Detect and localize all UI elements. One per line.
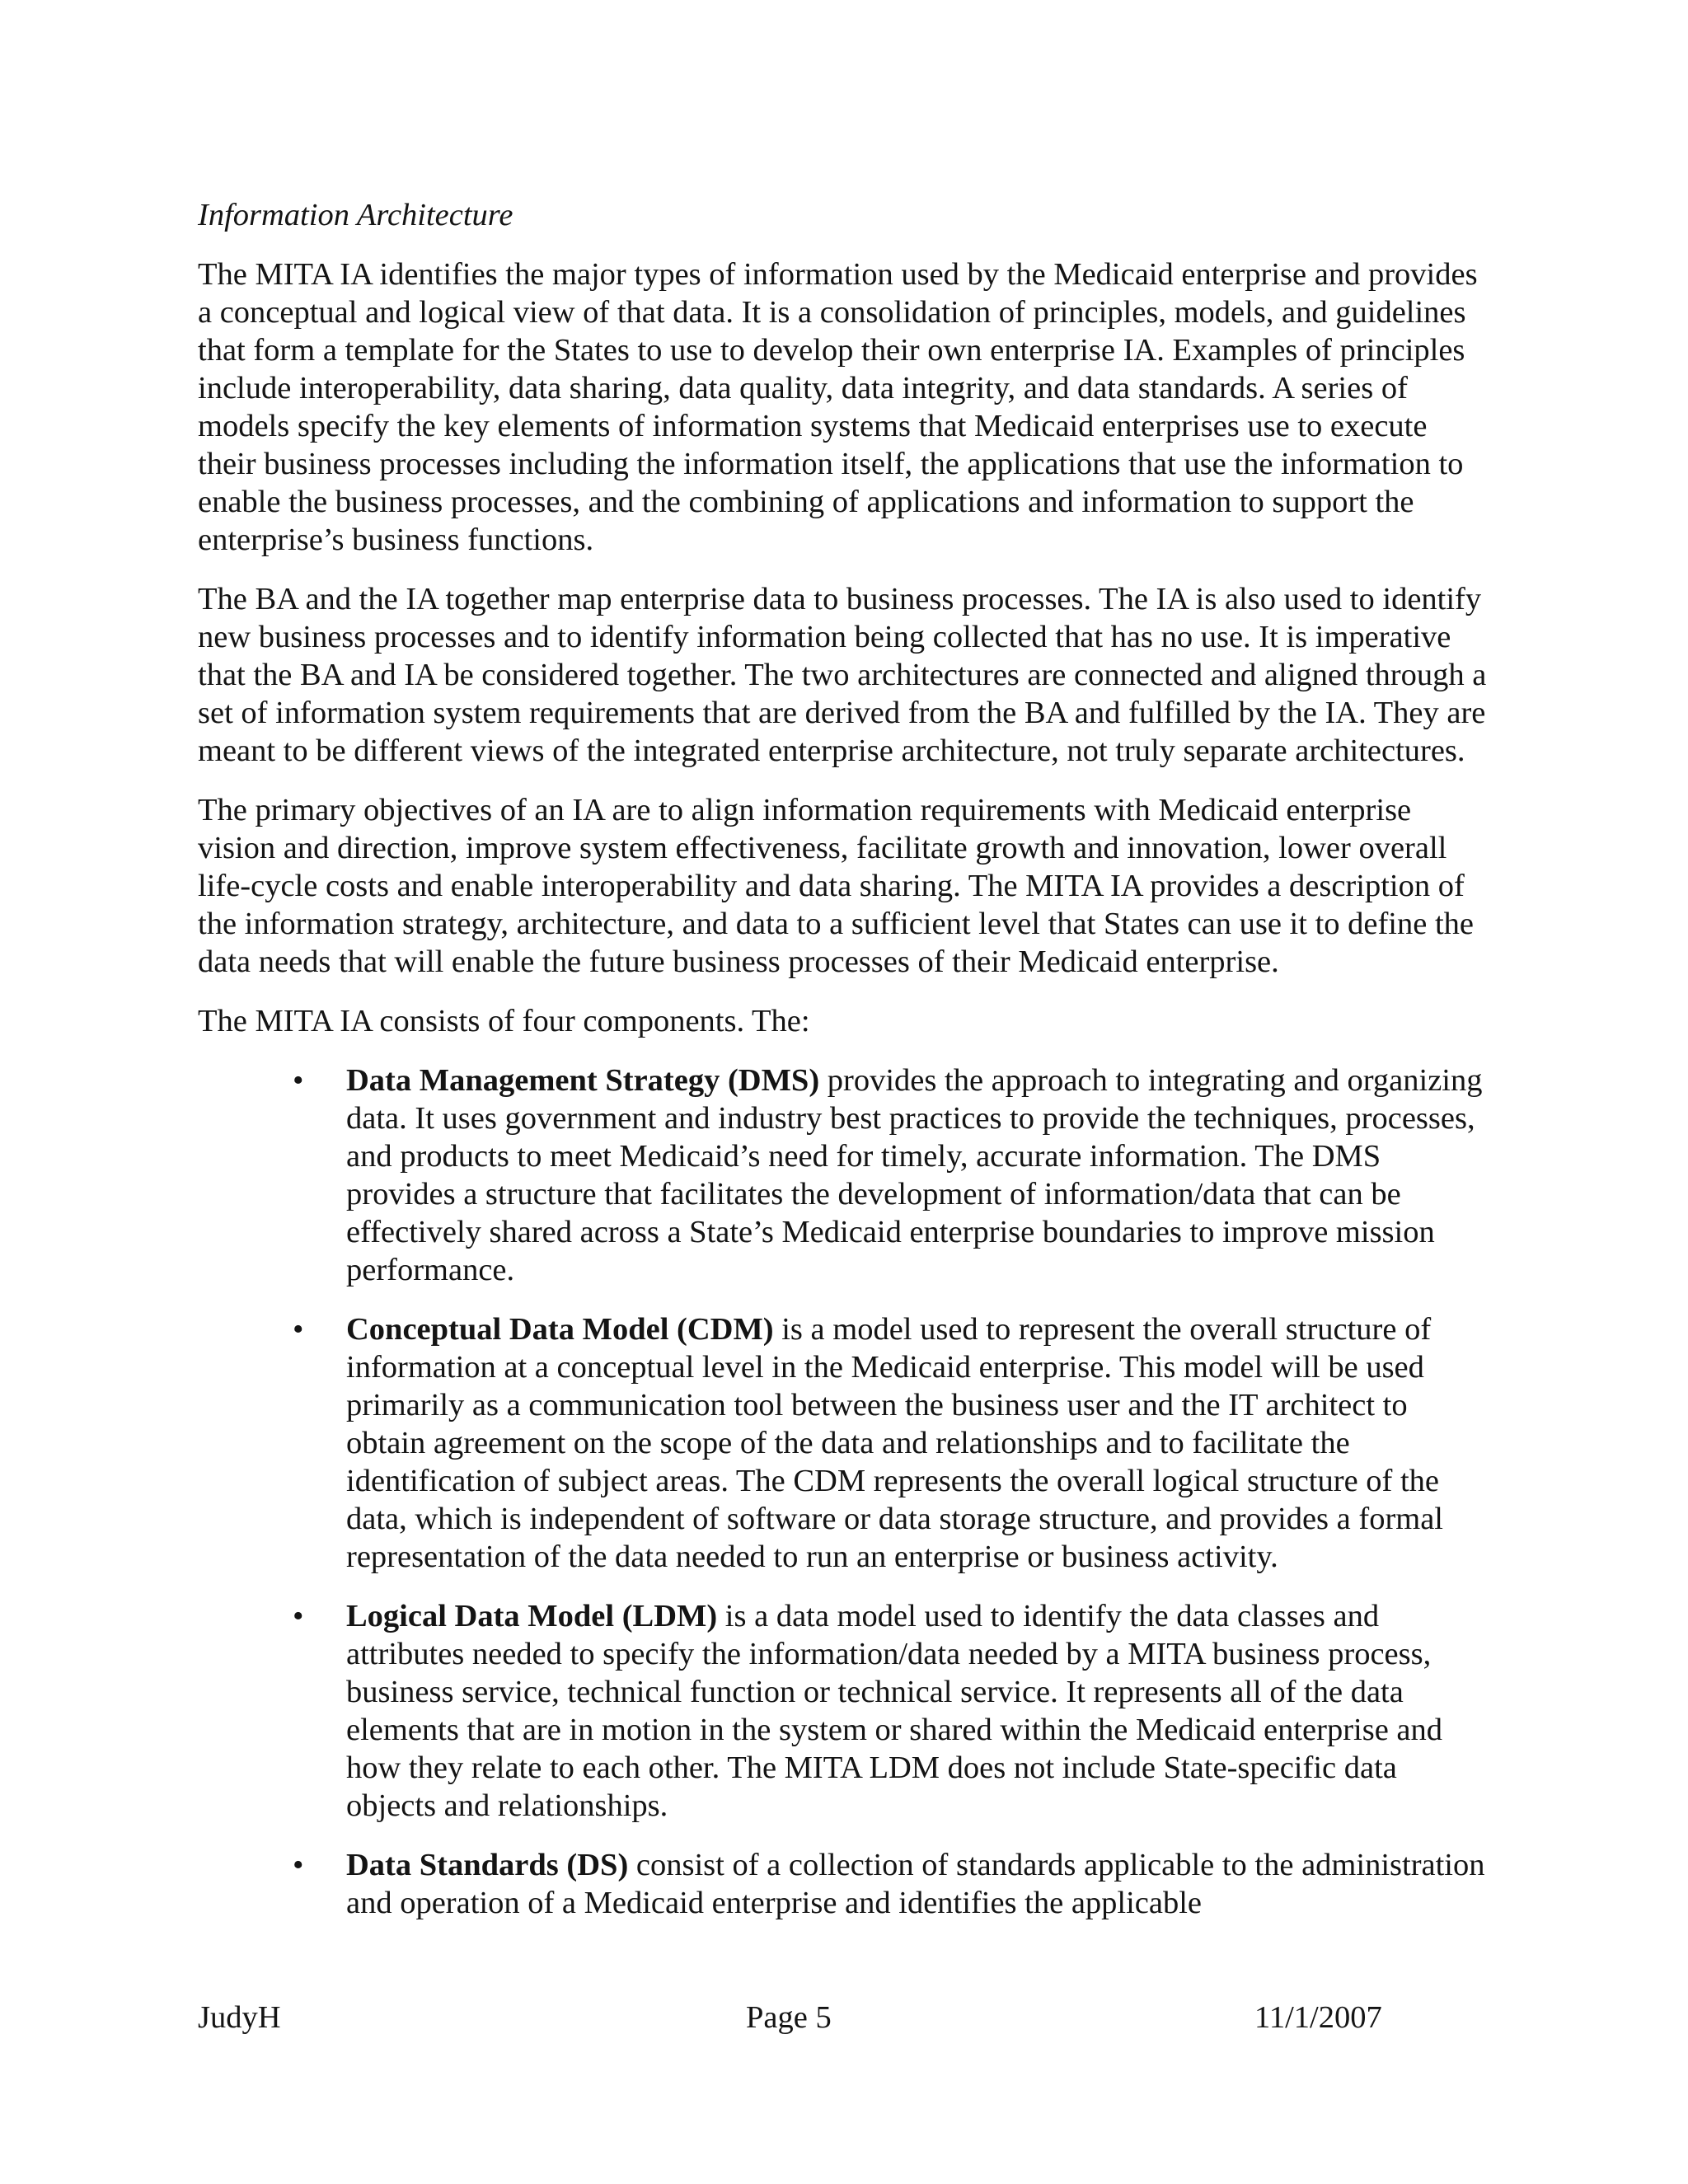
bullet-icon: • bbox=[293, 1599, 304, 1633]
paragraph-ia-overview: The MITA IA identifies the major types of information used by the Medicaid enterprise and provides a conceptual and logical view of that data. It is a consolidation of principles, models, and guidelines that form a template for the States to use to develop their own enterprise IA. Examples of principles include interoperability, data sharing, data quality, data integrity, and data standards. A series of models specify the key elements of information systems that Medicaid enterprises use to execute their business processes including the information itself, the applications that use the information to enable the business processes, and the combining of applications and information to support the enterprise’s business functions. bbox=[198, 257, 1478, 557]
section-heading: Information Architecture bbox=[198, 198, 513, 232]
description-cdm: is a model used to represent the overall structure of information at a conceptual level in the Medicaid enterprise. This model will be used primarily as a communication tool between the business user and the IT architect to obtain agreement on the scope of the data and relationships and to facilitate the identification of subject areas. The CDM represents the overall logical structure of the data, which is independent of software or data storage structure, and provides a formal representation of the data needed to run an enterprise or business activity. bbox=[346, 1312, 1443, 1574]
components-list bbox=[198, 1062, 1492, 1922]
description-ds: consist of a collection of standards applicable to the administration and operation of a Medicaid enterprise and identifies the applicable bbox=[346, 1848, 1485, 1920]
list-item-ldm bbox=[198, 1597, 1492, 1825]
description-ldm: is a data model used to identify the data classes and attributes needed to specify the information/data needed by a MITA business process, business service, technical function or technical service. It represents all of the data elements that are in motion in the system or shared within the Medicaid enterprise and how they relate to each other. The MITA LDM does not include State-specific data objects and relationships. bbox=[346, 1599, 1443, 1823]
bullet-icon: • bbox=[293, 1063, 304, 1098]
footer-author: JudyH bbox=[198, 2000, 281, 2035]
term-ds: Data Standards (DS) bbox=[346, 1848, 629, 1882]
term-cdm: Conceptual Data Model (CDM) bbox=[346, 1312, 774, 1347]
list-item-cdm bbox=[198, 1310, 1492, 1576]
footer-date: 11/1/2007 bbox=[1254, 2000, 1382, 2035]
bullet-icon: • bbox=[293, 1848, 304, 1882]
paragraph-ba-ia-relationship: The BA and the IA together map enterprise data to business processes. The IA is also used to identify new business processes and to identify information being collected that has no use. It is imperative that the BA and IA be considered together. The two architectures are connected and aligned through a set of information system requirements that are derived from the BA and fulfilled by the IA. They are meant to be different views of the integrated enterprise architecture, not truly separate architectures. bbox=[198, 582, 1487, 768]
footer-page-number: Page 5 bbox=[746, 2000, 832, 2035]
bullet-icon: • bbox=[293, 1312, 304, 1347]
paragraph-ia-objectives: The primary objectives of an IA are to align information requirements with Medicaid enterprise vision and direction, improve system effectiveness, facilitate growth and innovation, lower overall life-cycle costs and enable interoperability and data sharing. The MITA IA provides a description of the information strategy, architecture, and data to a sufficient level that States can use it to define the data needs that will enable the future business processes of their Medicaid enterprise. bbox=[198, 793, 1474, 979]
page-content bbox=[198, 196, 1492, 1943]
list-item-dms bbox=[198, 1062, 1492, 1289]
term-ldm: Logical Data Model (LDM) bbox=[346, 1599, 718, 1633]
list-item-ds bbox=[198, 1846, 1492, 1922]
description-dms: provides the approach to integrating and organizing data. It uses government and industry best practices to provide the techniques, processes, and products to meet Medicaid’s need for timely, accurate information. The DMS provides a structure that facilitates the development of information/data that can be effectively shared across a State’s Medicaid enterprise boundaries to improve mission performance. bbox=[346, 1063, 1483, 1287]
term-dms: Data Management Strategy (DMS) bbox=[346, 1063, 820, 1098]
paragraph-components-intro: The MITA IA consists of four components. The: bbox=[198, 1004, 810, 1038]
